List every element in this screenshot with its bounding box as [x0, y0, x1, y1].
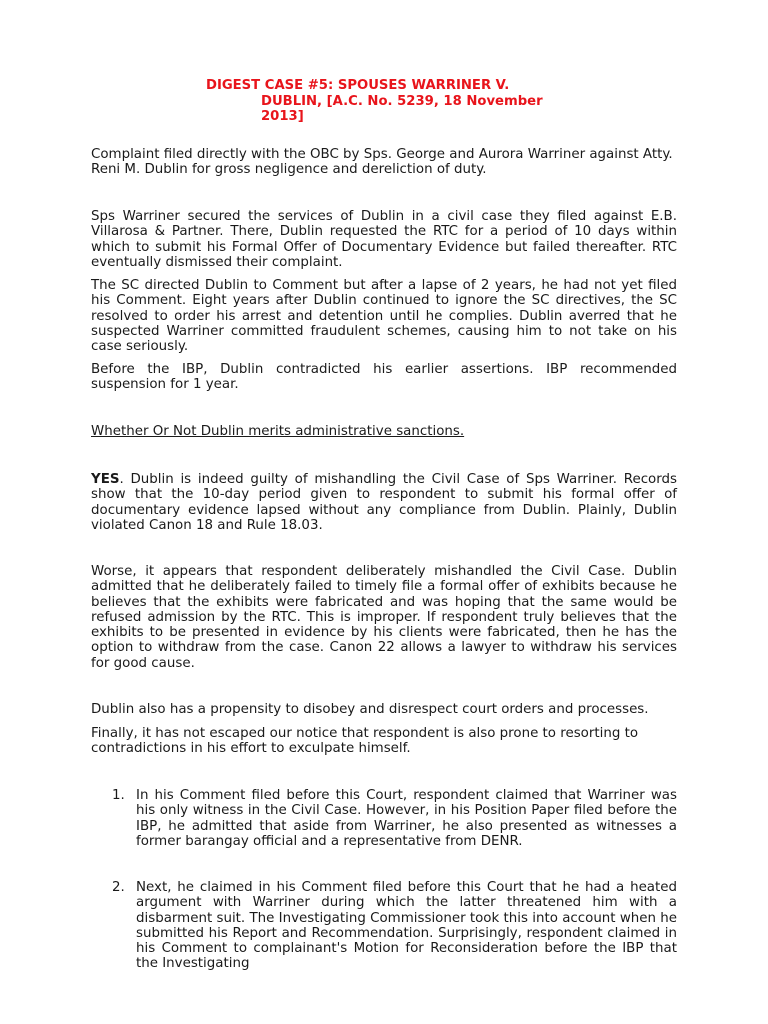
case-title-line-2: DUBLIN, [A.C. No. 5239, 18 November: [261, 93, 543, 109]
facts-paragraph-1: Sps Warriner secured the services of Dublin in a civil case they filed against E.B. Villarosa & Partner. There, Dublin requested the RTC for a period of 10 days within which to submit his Formal Offer of Documentary Evidence but failed thereafter. RTC eventually dismissed their complaint.: [91, 209, 677, 270]
list-item-text: In his Comment filed before this Court, respondent claimed that Warriner was his only witness in the Civil Case. However, in his Position Paper filed before the IBP, he admitted that aside from Warriner, he also presented as witnesses a former barangay official and a representative from DENR.: [136, 788, 677, 849]
list-item-number: 2.: [112, 880, 125, 895]
list-item-text: Next, he claimed in his Comment filed before this Court that he had a heated argument with Warriner during which the latter threatened him with a disbarment suit. The Investigating Commissioner took this into account when he submitted his Report and Recommendation. Surprisingly, respondent claimed in his Comment to complainant's Motion for Reconsideration before the IBP that the Investigating: [136, 880, 677, 972]
propensity-paragraph: Dublin also has a propensity to disobey and disrespect court orders and processes.: [91, 702, 649, 717]
ruling-paragraph: [91, 472, 677, 533]
finally-paragraph: Finally, it has not escaped our notice that respondent is also prone to resorting to contradictions in his effort to exculpate himself.: [91, 726, 639, 757]
ruling-text: . Dublin is indeed guilty of mishandling the Civil Case of Sps Warriner. Records show that the 10-day period given to respondent to submit his formal offer of documentary evidence lapsed without any compliance from Dublin. Plainly, Dublin violated Canon 18 and Rule 18.03.: [91, 472, 677, 533]
facts-paragraph-3: Before the IBP, Dublin contradicted his earlier assertions. IBP recommended suspension for 1 year.: [91, 362, 677, 393]
case-title-line-3: 2013]: [261, 109, 304, 124]
ruling-answer: YES: [91, 472, 120, 487]
list-item-number: 1.: [112, 788, 125, 803]
list-item: [112, 880, 677, 972]
case-title-line-1: DIGEST CASE #5: SPOUSES WARRINER V.: [206, 78, 510, 93]
complaint-paragraph: Complaint filed directly with the OBC by Sps. George and Aurora Warriner against Atty. Reni M. Dublin for gross negligence and dereliction of duty.: [91, 147, 673, 178]
facts-paragraph-2: The SC directed Dublin to Comment but after a lapse of 2 years, he had not yet filed his Comment. Eight years after Dublin continued to ignore the SC directives, the SC resolved to order his arrest and detention until he complies. Dublin averred that he suspected Warriner committed fraudulent schemes, causing him to not take on his case seriously.: [91, 278, 677, 355]
issue-heading: Whether Or Not Dublin merits administrative sanctions.: [91, 424, 465, 439]
list-item: [112, 788, 677, 849]
worse-paragraph: Worse, it appears that respondent deliberately mishandled the Civil Case. Dublin admitted that he deliberately failed to timely file a formal offer of exhibits because he believes that the exhibits were fabricated and was hoping that the same would be refused admission by the RTC. This is improper. If respondent truly believes that the exhibits to be presented in evidence by his clients were fabricated, then he has the option to withdraw from the case. Canon 22 allows a lawyer to withdraw his services for good cause.: [91, 564, 677, 671]
case-title: [206, 78, 586, 125]
